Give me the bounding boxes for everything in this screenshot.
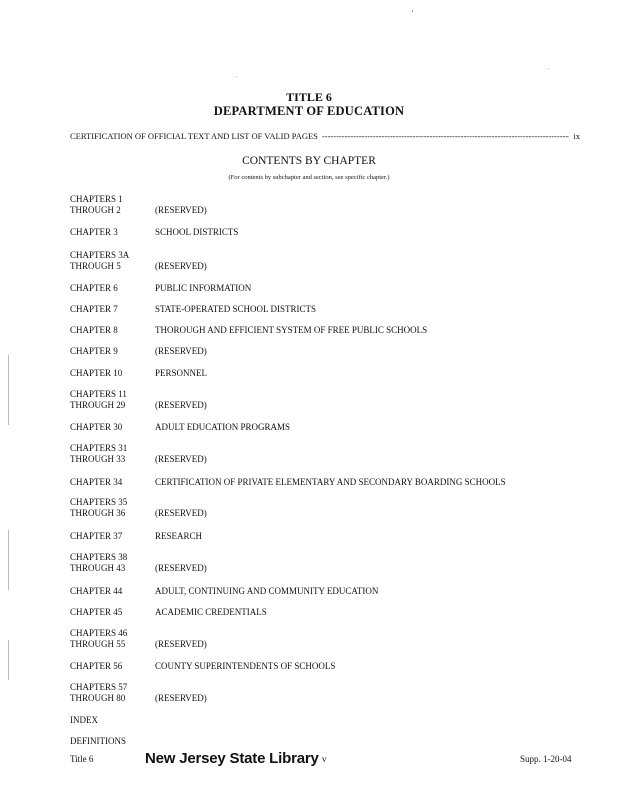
chapter-number-line1: CHAPTERS 1 — [70, 194, 123, 204]
scan-speck — [548, 68, 549, 69]
chapter-number — [70, 477, 155, 488]
chapter-name: CERTIFICATION OF PRIVATE ELEMENTARY AND SECONDARY BOARDING SCHOOLS — [155, 477, 506, 487]
chapter-number — [70, 304, 155, 315]
certification-label: CERTIFICATION OF OFFICIAL TEXT AND LIST OF VALID PAGES — [70, 131, 318, 141]
chapter-row — [70, 443, 590, 465]
chapter-number-line2: THROUGH 80 — [70, 693, 126, 703]
chapter-number — [70, 552, 155, 574]
chapter-name: THOROUGH AND EFFICIENT SYSTEM OF FREE PUBLIC SCHOOLS — [155, 325, 428, 335]
page-number: v — [322, 754, 327, 764]
scan-artifact — [8, 640, 9, 680]
page-footer — [0, 750, 618, 774]
chapter-number — [70, 325, 155, 336]
chapter-name: (RESERVED) — [155, 346, 207, 356]
chapter-name: (RESERVED) — [155, 400, 207, 410]
chapter-number-line1: CHAPTER 56 — [70, 661, 123, 671]
chapter-number-line1: INDEX — [70, 715, 98, 725]
chapter-number — [70, 628, 155, 650]
chapter-number-line1: CHAPTER 6 — [70, 283, 118, 293]
chapter-number — [70, 194, 155, 216]
chapter-number-line1: CHAPTER 30 — [70, 422, 123, 432]
chapter-number-line2: THROUGH 33 — [70, 454, 126, 464]
certification-line — [70, 131, 580, 141]
chapter-number-line2: THROUGH 55 — [70, 639, 126, 649]
department-heading: DEPARTMENT OF EDUCATION — [213, 104, 405, 118]
chapter-number — [70, 422, 155, 433]
chapter-number — [70, 368, 155, 379]
chapter-number — [70, 661, 155, 672]
scan-artifact — [8, 530, 9, 590]
chapter-number — [70, 531, 155, 542]
chapter-number-line1: DEFINITIONS — [70, 736, 126, 746]
library-watermark: New Jersey State Library — [145, 750, 319, 767]
chapter-number-line1: CHAPTER 44 — [70, 586, 123, 596]
chapter-number-line2: THROUGH 2 — [70, 205, 121, 215]
chapter-name: (RESERVED) — [155, 639, 207, 649]
chapter-row — [70, 736, 590, 747]
chapter-row — [70, 346, 590, 357]
chapter-name: PERSONNEL — [155, 368, 208, 378]
chapter-number — [70, 389, 155, 411]
chapter-number — [70, 736, 155, 747]
chapter-number-line1: CHAPTERS 31 — [70, 443, 128, 453]
chapter-row — [70, 422, 590, 433]
chapter-number-line1: CHAPTERS 35 — [70, 497, 128, 507]
chapter-name: ADULT EDUCATION PROGRAMS — [155, 422, 291, 432]
chapter-name: SCHOOL DISTRICTS — [155, 227, 239, 237]
chapter-row — [70, 304, 590, 315]
chapter-number-line1: CHAPTERS 11 — [70, 389, 127, 399]
chapter-name: STATE-OPERATED SCHOOL DISTRICTS — [155, 304, 316, 314]
chapter-number-line1: CHAPTER 8 — [70, 325, 118, 335]
chapter-row — [70, 389, 590, 411]
chapter-row — [70, 227, 590, 238]
chapter-number — [70, 586, 155, 597]
chapter-name: PUBLIC INFORMATION — [155, 283, 252, 293]
chapter-name: (RESERVED) — [155, 454, 207, 464]
chapter-number-line1: CHAPTER 7 — [70, 304, 118, 314]
chapter-row — [70, 497, 590, 519]
chapter-number — [70, 250, 155, 272]
chapter-number-line1: CHAPTER 45 — [70, 607, 123, 617]
chapter-number-line1: CHAPTERS 38 — [70, 552, 128, 562]
chapter-row — [70, 283, 590, 294]
chapter-number — [70, 497, 155, 519]
chapter-number-line2: THROUGH 5 — [70, 261, 121, 271]
chapter-number — [70, 607, 155, 618]
chapter-row — [70, 368, 590, 379]
chapter-number-line2: THROUGH 43 — [70, 563, 126, 573]
scan-artifact — [8, 355, 9, 425]
chapter-number-line2: THROUGH 29 — [70, 400, 126, 410]
chapter-row — [70, 477, 590, 488]
chapter-row — [70, 552, 590, 574]
chapter-row — [70, 586, 590, 597]
chapter-row — [70, 715, 590, 726]
chapter-number — [70, 682, 155, 704]
chapter-number — [70, 443, 155, 465]
chapter-name: COUNTY SUPERINTENDENTS OF SCHOOLS — [155, 661, 336, 671]
supplement-date: Supp. 1-20-04 — [520, 754, 572, 764]
dot-leader — [322, 131, 569, 141]
chapter-row — [70, 194, 590, 216]
scan-speck — [412, 10, 413, 12]
chapter-number — [70, 227, 155, 238]
chapter-number-line1: CHAPTERS 46 — [70, 628, 128, 638]
chapter-name: ACADEMIC CREDENTIALS — [155, 607, 267, 617]
chapter-name: (RESERVED) — [155, 563, 207, 573]
chapter-name: (RESERVED) — [155, 261, 207, 271]
chapter-name: (RESERVED) — [155, 205, 207, 215]
chapter-number-line1: CHAPTER 10 — [70, 368, 123, 378]
chapter-number — [70, 346, 155, 357]
contents-note: (For contents by subchapter and section, see specific chapter.) — [228, 174, 390, 181]
chapter-number-line1: CHAPTERS 3A — [70, 250, 130, 260]
scan-speck — [236, 76, 237, 77]
chapter-row — [70, 661, 590, 672]
chapter-row — [70, 628, 590, 650]
chapter-name: ADULT, CONTINUING AND COMMUNITY EDUCATION — [155, 586, 379, 596]
contents-heading: CONTENTS BY CHAPTER — [242, 155, 376, 167]
chapter-name: RESEARCH — [155, 531, 203, 541]
chapter-name: (RESERVED) — [155, 693, 207, 703]
chapter-number-line1: CHAPTER 3 — [70, 227, 118, 237]
chapter-number-line1: CHAPTER 9 — [70, 346, 118, 356]
chapter-row — [70, 325, 590, 336]
chapter-row — [70, 531, 590, 542]
chapter-number-line2: THROUGH 36 — [70, 508, 126, 518]
chapter-number-line1: CHAPTER 37 — [70, 531, 123, 541]
title-heading: TITLE 6 — [286, 90, 332, 104]
chapter-number — [70, 715, 155, 726]
chapter-row — [70, 607, 590, 618]
chapter-row — [70, 250, 590, 272]
certification-page: ix — [573, 131, 580, 141]
chapter-name: (RESERVED) — [155, 508, 207, 518]
chapter-number-line1: CHAPTER 34 — [70, 477, 123, 487]
chapter-number — [70, 283, 155, 294]
footer-title: Title 6 — [70, 754, 94, 764]
chapter-number-line1: CHAPTERS 57 — [70, 682, 128, 692]
chapter-row — [70, 682, 590, 704]
